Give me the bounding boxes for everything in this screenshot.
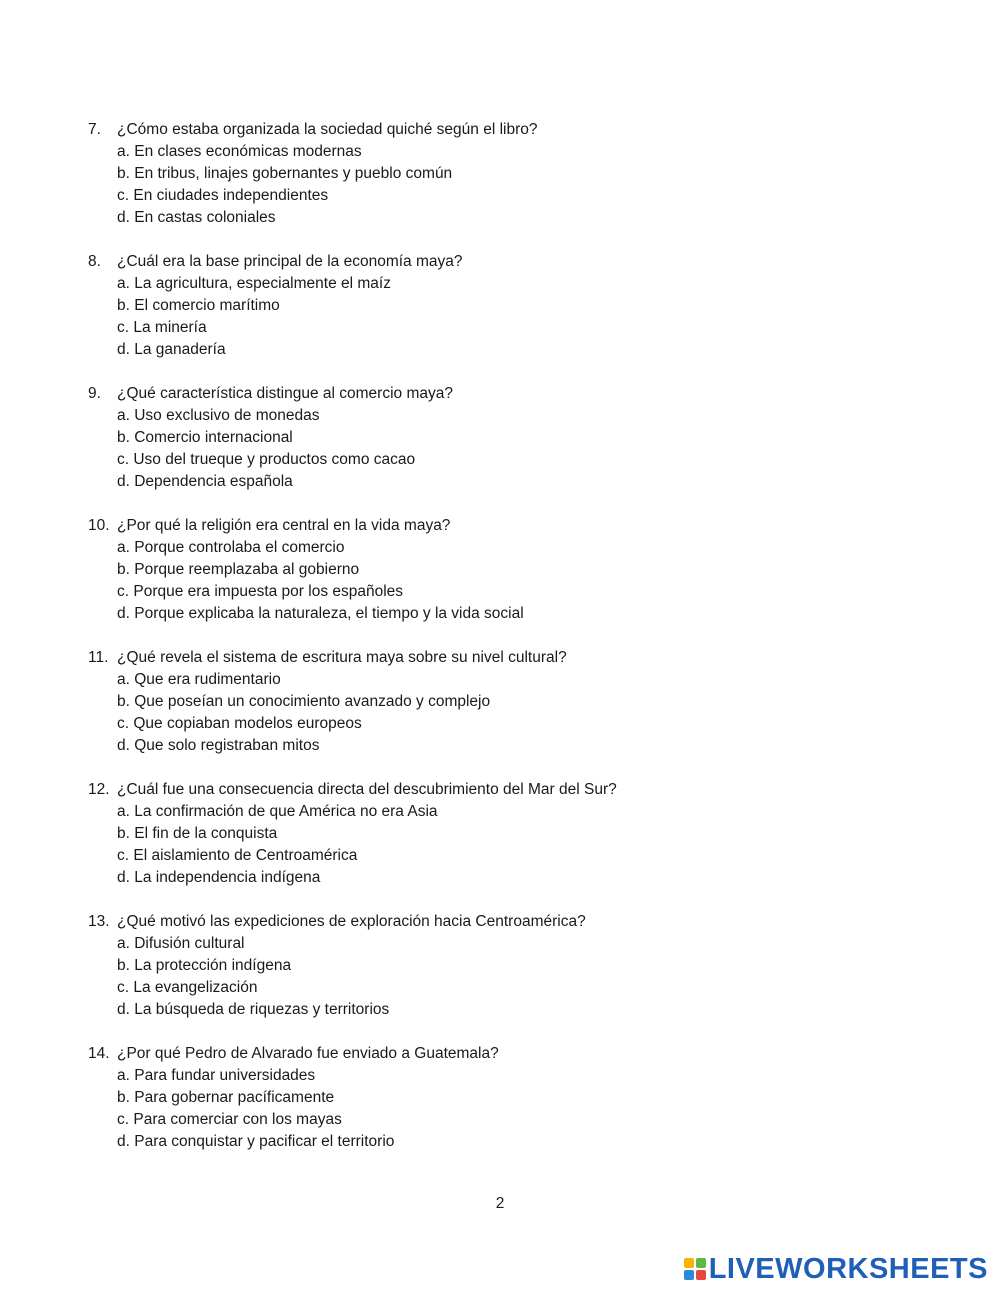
- liveworksheets-logo-icon: [684, 1258, 706, 1280]
- answer-option: a. Para fundar universidades: [117, 1067, 316, 1084]
- answer-option: a. La confirmación de que América no era Asia: [117, 803, 438, 820]
- answer-option: d. Porque explicaba la naturaleza, el tiempo y la vida social: [117, 605, 524, 622]
- question-number: 9.: [88, 385, 101, 402]
- answer-option: b. El fin de la conquista: [117, 825, 278, 842]
- question-number: 14.: [88, 1045, 110, 1062]
- question-item: [88, 1043, 888, 1153]
- answer-option: b. El comercio marítimo: [117, 297, 280, 314]
- question-number: 10.: [88, 517, 110, 534]
- question-text: ¿Cómo estaba organizada la sociedad quiché según el libro?: [117, 121, 538, 138]
- question-item: [88, 911, 888, 1021]
- answer-option: b. Porque reemplazaba al gobierno: [117, 561, 360, 578]
- question-text: ¿Qué revela el sistema de escritura maya sobre su nivel cultural?: [117, 649, 567, 666]
- brand-name: LIVEWORKSHEETS: [708, 1253, 988, 1285]
- answer-option: b. En tribus, linajes gobernantes y pueblo común: [117, 165, 453, 182]
- answer-option: c. La evangelización: [117, 979, 258, 996]
- question-number: 7.: [88, 121, 101, 138]
- answer-option: a. Difusión cultural: [117, 935, 245, 952]
- answer-option: b. La protección indígena: [117, 957, 292, 974]
- question-item: [88, 647, 888, 757]
- answer-option: d. La independencia indígena: [117, 869, 321, 886]
- question-number: 8.: [88, 253, 101, 270]
- question-text: ¿Por qué la religión era central en la vida maya?: [117, 517, 451, 534]
- question-text: ¿Por qué Pedro de Alvarado fue enviado a Guatemala?: [117, 1045, 499, 1062]
- answer-option: c. Porque era impuesta por los españoles: [117, 583, 404, 600]
- question-text: ¿Qué característica distingue al comercio maya?: [117, 385, 453, 402]
- answer-option: c. En ciudades independientes: [117, 187, 329, 204]
- answer-option: d. Para conquistar y pacificar el territorio: [117, 1133, 395, 1150]
- liveworksheets-brand: [684, 1252, 988, 1286]
- question-item: [88, 251, 888, 361]
- answer-option: c. Uso del trueque y productos como cacao: [117, 451, 416, 468]
- question-number: 11.: [88, 649, 109, 666]
- question-header: [88, 383, 888, 405]
- answer-option: a. En clases económicas modernas: [117, 143, 362, 160]
- answer-option: a. Uso exclusivo de monedas: [117, 407, 320, 424]
- question-number: 12.: [88, 781, 110, 798]
- answer-option: d. En castas coloniales: [117, 209, 276, 226]
- answer-option: c. Que copiaban modelos europeos: [117, 715, 362, 732]
- answer-option: d. Dependencia española: [117, 473, 293, 490]
- question-item: [88, 383, 888, 493]
- question-text: ¿Cuál fue una consecuencia directa del descubrimiento del Mar del Sur?: [117, 781, 617, 798]
- answer-option: a. Porque controlaba el comercio: [117, 539, 345, 556]
- answer-option: a. La agricultura, especialmente el maíz: [117, 275, 391, 292]
- answer-option: d. Que solo registraban mitos: [117, 737, 320, 754]
- question-header: [88, 515, 888, 537]
- answer-option: c. El aislamiento de Centroamérica: [117, 847, 358, 864]
- question-number: 13.: [88, 913, 110, 930]
- question-header: [88, 251, 888, 273]
- question-text: ¿Cuál era la base principal de la economía maya?: [117, 253, 463, 270]
- question-header: [88, 1043, 888, 1065]
- question-header: [88, 779, 888, 801]
- answer-option: d. La ganadería: [117, 341, 226, 358]
- answer-option: c. La minería: [117, 319, 207, 336]
- question-item: [88, 515, 888, 625]
- question-header: [88, 647, 888, 669]
- answer-option: b. Que poseían un conocimiento avanzado y complejo: [117, 693, 491, 710]
- page-number: 2: [495, 1195, 505, 1212]
- answer-option: d. La búsqueda de riquezas y territorios: [117, 1001, 390, 1018]
- question-header: [88, 911, 888, 933]
- question-item: [88, 119, 888, 229]
- answer-option: b. Para gobernar pacíficamente: [117, 1089, 335, 1106]
- question-item: [88, 779, 888, 889]
- answer-option: b. Comercio internacional: [117, 429, 293, 446]
- question-header: [88, 119, 888, 141]
- question-list: [88, 119, 888, 1175]
- answer-option: a. Que era rudimentario: [117, 671, 281, 688]
- answer-option: c. Para comerciar con los mayas: [117, 1111, 342, 1128]
- question-text: ¿Qué motivó las expediciones de exploración hacia Centroamérica?: [117, 913, 586, 930]
